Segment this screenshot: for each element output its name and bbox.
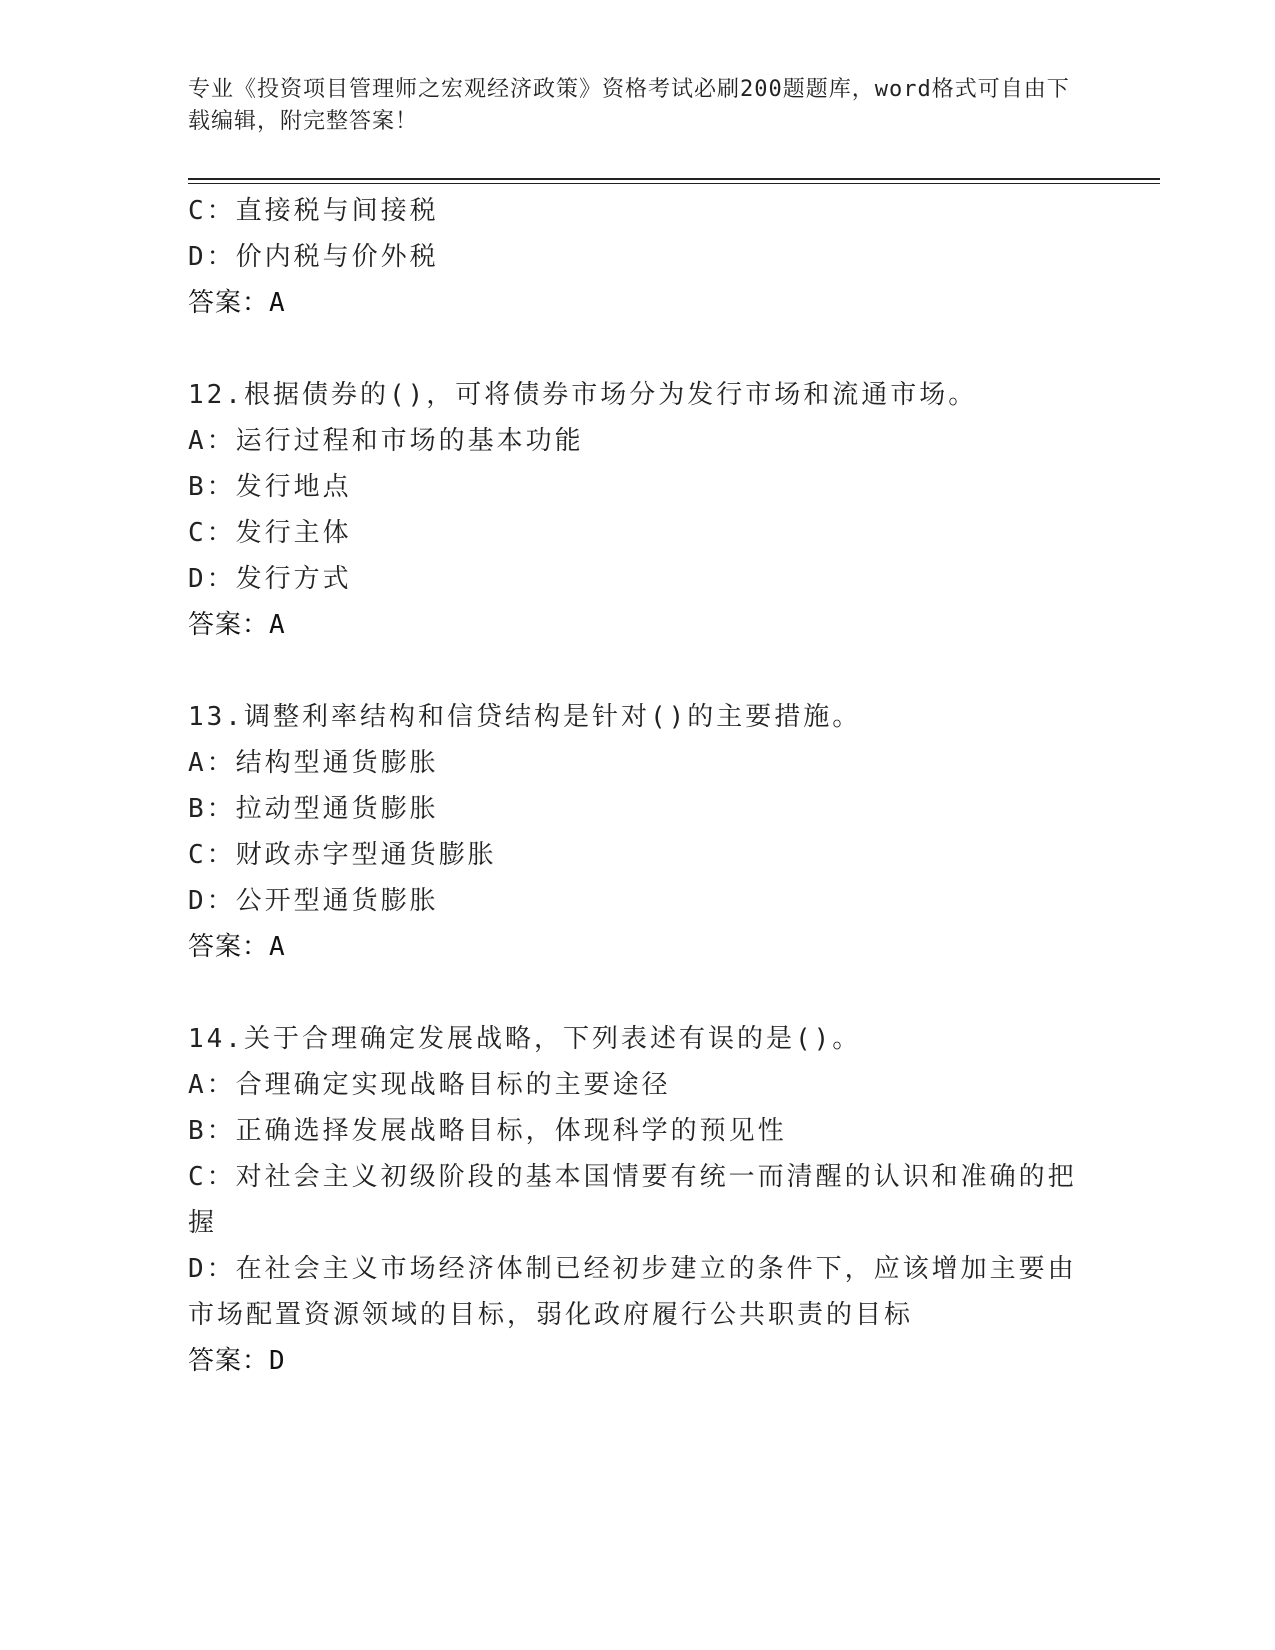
spacer — [188, 326, 1088, 372]
option-c: C：财政赤字型通货膨胀 — [188, 840, 497, 870]
header-rule-thick — [188, 178, 1160, 180]
spacer — [188, 648, 1088, 694]
option-a: A：结构型通货膨胀 — [188, 748, 439, 778]
option-d: D：公开型通货膨胀 — [188, 886, 439, 916]
document-header: 专业《投资项目管理师之宏观经济政策》资格考试必刷200题题库，word格式可自由下载编辑，附完整答案！ — [188, 77, 1070, 134]
question-block-12 — [188, 372, 1088, 648]
prev-question-block — [188, 188, 1088, 326]
option-b: B：拉动型通货膨胀 — [188, 794, 439, 824]
spacer — [188, 970, 1088, 1016]
answer-line: 答案：A — [188, 288, 286, 318]
question-content — [188, 188, 1088, 1384]
option-a: A：合理确定实现战略目标的主要途径 — [188, 1070, 671, 1100]
option-c: C：对社会主义初级阶段的基本国情要有统一而清醒的认识和准确的把握 — [188, 1162, 1077, 1238]
answer-line: 答案：A — [188, 610, 286, 640]
option-a: A：运行过程和市场的基本功能 — [188, 426, 584, 456]
option-b: B：正确选择发展战略目标，体现科学的预见性 — [188, 1116, 787, 1146]
option-d: D：在社会主义市场经济体制已经初步建立的条件下，应该增加主要由市场配置资源领域的目标，弱化政府履行公共职责的目标 — [188, 1254, 1077, 1330]
answer-line: 答案：D — [188, 1346, 286, 1376]
question-block-14 — [188, 1016, 1088, 1384]
option-c: C：发行主体 — [188, 518, 352, 548]
option-b: B：发行地点 — [188, 472, 352, 502]
answer-line: 答案：A — [188, 932, 286, 962]
option-c: C：直接税与间接税 — [188, 196, 439, 226]
option-d: D：发行方式 — [188, 564, 352, 594]
question-stem: 14.关于合理确定发展战略，下列表述有误的是()。 — [188, 1024, 862, 1054]
question-stem: 13.调整利率结构和信贷结构是针对()的主要措施。 — [188, 702, 862, 732]
question-block-13 — [188, 694, 1088, 970]
question-stem: 12.根据债券的()，可将债券市场分为发行市场和流通市场。 — [188, 380, 978, 410]
header-rule-thin — [188, 183, 1160, 184]
option-d: D：价内税与价外税 — [188, 242, 439, 272]
